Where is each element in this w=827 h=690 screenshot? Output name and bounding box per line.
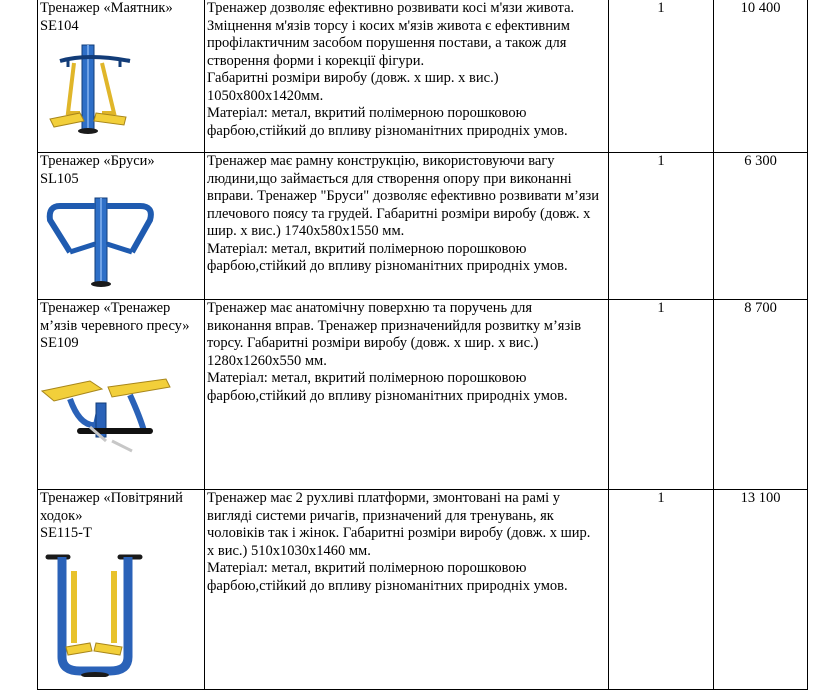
parallel-bars-trainer-image [40, 192, 160, 288]
description-line: вправи. Тренажер "Бруси" дозволяє ефективно розвивати м’язи [207, 188, 599, 204]
product-name: Тренажер «Повітряний [40, 490, 183, 506]
air-walker-trainer-image [40, 547, 150, 677]
pendulum-trainer-image [40, 39, 150, 135]
description-line: створення форми і корекції фігури. [207, 52, 425, 69]
description-line: фарбою,стійкий до впливу різноманітних природніх умов. [207, 258, 568, 274]
description-line: х вис.) 510х1030х1460 мм. [207, 542, 371, 559]
table-row [38, 0, 808, 153]
description-line: Матеріал: метал, вкритий полімерною порошковою [207, 560, 527, 576]
description-line: Тренажер має 2 рухливі платформи, змонтовані на рамі у [207, 490, 561, 506]
table-row [38, 153, 808, 300]
table-row [38, 490, 808, 690]
description-line: Тренажер має рамну конструкцію, використовуючи вагу [207, 153, 555, 169]
ab-trainer-image [40, 367, 175, 459]
table-row [38, 300, 808, 490]
description-line: плечового поясу та грудей. Габаритні розміри виробу (довж. х [207, 205, 591, 222]
product-code: SE115-T [40, 525, 92, 541]
description-line: фарбою,стійкий до впливу різноманітних природніх умов. [207, 577, 568, 594]
description-line: Матеріал: метал, вкритий полімерною порошковою [207, 370, 527, 386]
description-line: 1280х1260х550 мм. [207, 352, 327, 369]
product-name: Тренажер «Тренажер [40, 300, 171, 316]
price-cell: 13 100 [714, 490, 808, 690]
quantity-cell: 1 [609, 0, 714, 153]
description-line: шир. х вис.) 1740х580х1550 мм. [207, 223, 405, 239]
product-name: Тренажер «Маятник» [40, 0, 173, 16]
product-name: ходок» [40, 507, 83, 524]
price-cell: 8 700 [714, 300, 808, 490]
description-line: виконання вправ. Тренажер призначенийдля розвитку м’язів [207, 317, 582, 334]
quantity-cell: 1 [609, 300, 714, 490]
product-name: Тренажер «Бруси» [40, 153, 155, 169]
equipment-table [37, 0, 808, 690]
description-line: Зміцнення м'язів торсу і косих м'язів живота є ефективним [207, 17, 570, 34]
description-line: Тренажер має анатомічну поверхню та поручень для [207, 300, 533, 316]
product-name-cell [38, 490, 205, 690]
description-line: Тренажер дозволяє ефективно розвивати косі м'язи живота. [207, 0, 575, 16]
description-line: Матеріал: метал, вкритий полімерною порошковою [207, 105, 527, 121]
price-cell: 10 400 [714, 0, 808, 153]
product-code: SL105 [40, 170, 79, 187]
quantity-cell: 1 [609, 153, 714, 300]
price-cell: 6 300 [714, 153, 808, 300]
product-name: м’язів черевного пресу» [40, 317, 190, 334]
product-description-cell [205, 153, 609, 300]
description-line: профілактичним засобом порушення постави, а також для [207, 35, 567, 51]
product-name-cell [38, 300, 205, 490]
product-code: SE109 [40, 335, 79, 351]
product-name-cell [38, 153, 205, 300]
description-line: Габаритні розміри виробу (довж. х шир. х вис.) [207, 70, 499, 86]
product-name-cell [38, 0, 205, 153]
product-description-cell [205, 490, 609, 690]
description-line: торсу. Габаритні розміри виробу (довж. х шир. х вис.) [207, 335, 539, 351]
description-line: фарбою,стійкий до впливу різноманітних природніх умов. [207, 387, 568, 404]
quantity-cell: 1 [609, 490, 714, 690]
product-code: SE104 [40, 17, 79, 34]
product-description-cell [205, 300, 609, 490]
description-line: 1050х800х1420мм. [207, 87, 324, 104]
product-description-cell [205, 0, 609, 153]
description-line: чоловіків так і жінок. Габаритні розміри виробу (довж. х шир. [207, 525, 591, 541]
description-line: вигляді системи ричагів, призначений для тренувань, як [207, 507, 554, 524]
description-line: фарбою,стійкий до впливу різноманітних природніх умов. [207, 122, 568, 139]
description-line: Матеріал: метал, вкритий полімерною порошковою [207, 240, 527, 257]
description-line: людини,що займається для створення опору при виконанні [207, 170, 572, 187]
